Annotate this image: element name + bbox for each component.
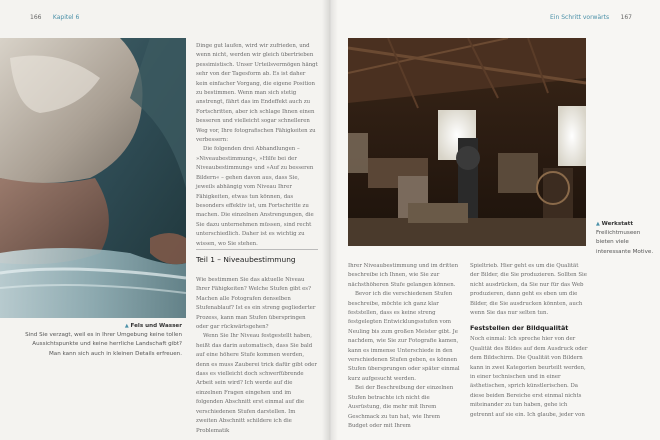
caption-title: Werkstatt: [601, 221, 634, 227]
caption-text: Freilichtmuseen bieten viele interessante Motive.: [596, 230, 654, 255]
right-column-2: [470, 262, 588, 420]
workshop-interior-photo: [348, 38, 586, 246]
right-column-1: [348, 262, 460, 431]
left-column-top: [196, 42, 318, 249]
paragraph: Spieltrieb. Hier geht es um die Qualität der Bilder, die Sie produzieren. Sollten Sie nicht ausdrücken, da Sie nur für das Web produzieren, dann geht es eben um die Bilder, die Sie ausdrucken könnten, auch wenn Sie das nur selten tun.: [470, 263, 587, 317]
paragraph: Noch einmal: Ich spreche hier von der Qualität des Bildes auf dem Ausdruck oder dem Bildschirm. Die Qualität von Bildern kann in zwei Kategorien beurteilt werden, in einer technischen und in einer ästhetischen, sprich künstlerischen. Da diese beiden Bereiche erst einmal nichts miteinander zu tun haben, gehe ich getrennt auf sie ein. Ich glaube, jeder von: [470, 336, 588, 418]
paragraph: Die folgenden drei Abhandlungen – »Niveaubestimmung«, »Hilfe bei der Niveaubestimmung« und »Auf zu besseren Bildern« – gehen davon aus, dass Sie, jeweils abhängig vom Niveau Ihrer Fähigkeiten, etwas tun können, das besonders effektiv ist, um Fortschritte zu machen. Die einzelnen Anstrengungen, die Sie dazu unternehmen müssen, sind recht unterschiedlich. Daher ist es wichtig zu wissen, wo Sie stehen.: [196, 146, 314, 247]
paragraph: Wie bestimmen Sie das aktuelle Niveau Ihrer Fähigkeiten? Welche Stufen gibt es? Machen alle Fotografen denselben Stufenablauf? Ist es ein streng gegliederter Prozess, kann man Stufen überspringen oder gar rückwärtsgehen?: [196, 277, 316, 331]
left-header: [30, 14, 79, 21]
left-column-bottom: [196, 276, 318, 436]
workshop-photo-graphic: [348, 38, 586, 246]
right-page: [330, 0, 660, 440]
paragraph: Wenn Sie Ihr Niveau festgestellt haben, heißt das darin automatisch, dass Sie bald auf eine höhere Stufe kommen werden, denn es muss Zauberei trick dafür gibt oder dass es vielleicht doch schwerfübrende Arbeit sein wird? Ich werde auf die einzelnen Fragen eingehen und im folgenden Abschnitt erst einmal auf die verschiedenen Stufen darstellen. Im zweiten Abschnitt schildere ich die Problematik: [196, 333, 317, 434]
subheading: Feststellen der Bildqualität: [470, 324, 569, 333]
page-number: 166: [30, 14, 42, 21]
right-header: [550, 14, 632, 21]
book-gutter: [322, 0, 338, 440]
rocks-photo-graphic: [0, 38, 186, 318]
paragraph: Dinge gut laufen, wird wir zufrieden, und wenn nicht, werden wir gleich übertrieben pessimistisch. Unser Urteilsvermögen hängt sehr von der Tagesform ab. Es ist daher kein einfacher Vorgang, die eigene Position zu bestimmen. Wenn man sich stetig anstrengt, fährt das im Endeffekt auch zu Fortschritten, aber ich schlage Ihnen einen besseren und vielleicht sogar schnelleren Weg vor, Ihre fotografischen Fähigkeiten zu verbessern:: [196, 43, 318, 144]
left-caption: [22, 322, 182, 359]
rocks-and-water-photo: [0, 38, 186, 318]
section-rule: [196, 249, 318, 250]
paragraph: Ihrer Niveaubestimmung und im dritten beschreibe ich Ihnen, wie Sie zur nächsthöheren Stufe gelangen können.: [348, 263, 459, 288]
caption-text: Sind Sie verzagt, weil es in Ihrer Umgebung keine tollen Aussichtspunkte und keine herrliche Landschaft gibt? Man kann sich auch in kleinen Details erfreuen.: [25, 332, 182, 357]
paragraph: Bevor ich die verschiedenen Stufen beschreibe, möchte ich ganz klar feststellen, dass es keine streng festgelegten Entwicklungsstufen vom Neuling bis zum großen Meister gibt. Je nachdem, wie Sie zur Fotografie kamen, kann es immense Unterschiede in den verschiedenen Stufen geben, es können Stufen übersprungen oder später einmal kurz aufgesucht werden.: [348, 291, 460, 382]
running-title: Ein Schritt vorwärts: [550, 14, 610, 21]
page-number: 167: [620, 14, 632, 21]
paragraph: Bei der Beschreibung der einzelnen Stufen betrachte ich nicht die Ausrüstung, die mehr mit Ihrem Geschmack zu tun hat, wie Ihrem Budget oder mit Ihrem: [348, 385, 454, 429]
right-caption: [596, 220, 654, 257]
triangle-icon: ▲: [124, 323, 129, 329]
section-heading: Teil 1 – Niveaubestimmung: [196, 255, 296, 264]
triangle-icon: ▲: [596, 221, 600, 227]
caption-title: Fels und Wasser: [130, 323, 182, 329]
chapter-label: Kapitel 6: [52, 14, 80, 21]
